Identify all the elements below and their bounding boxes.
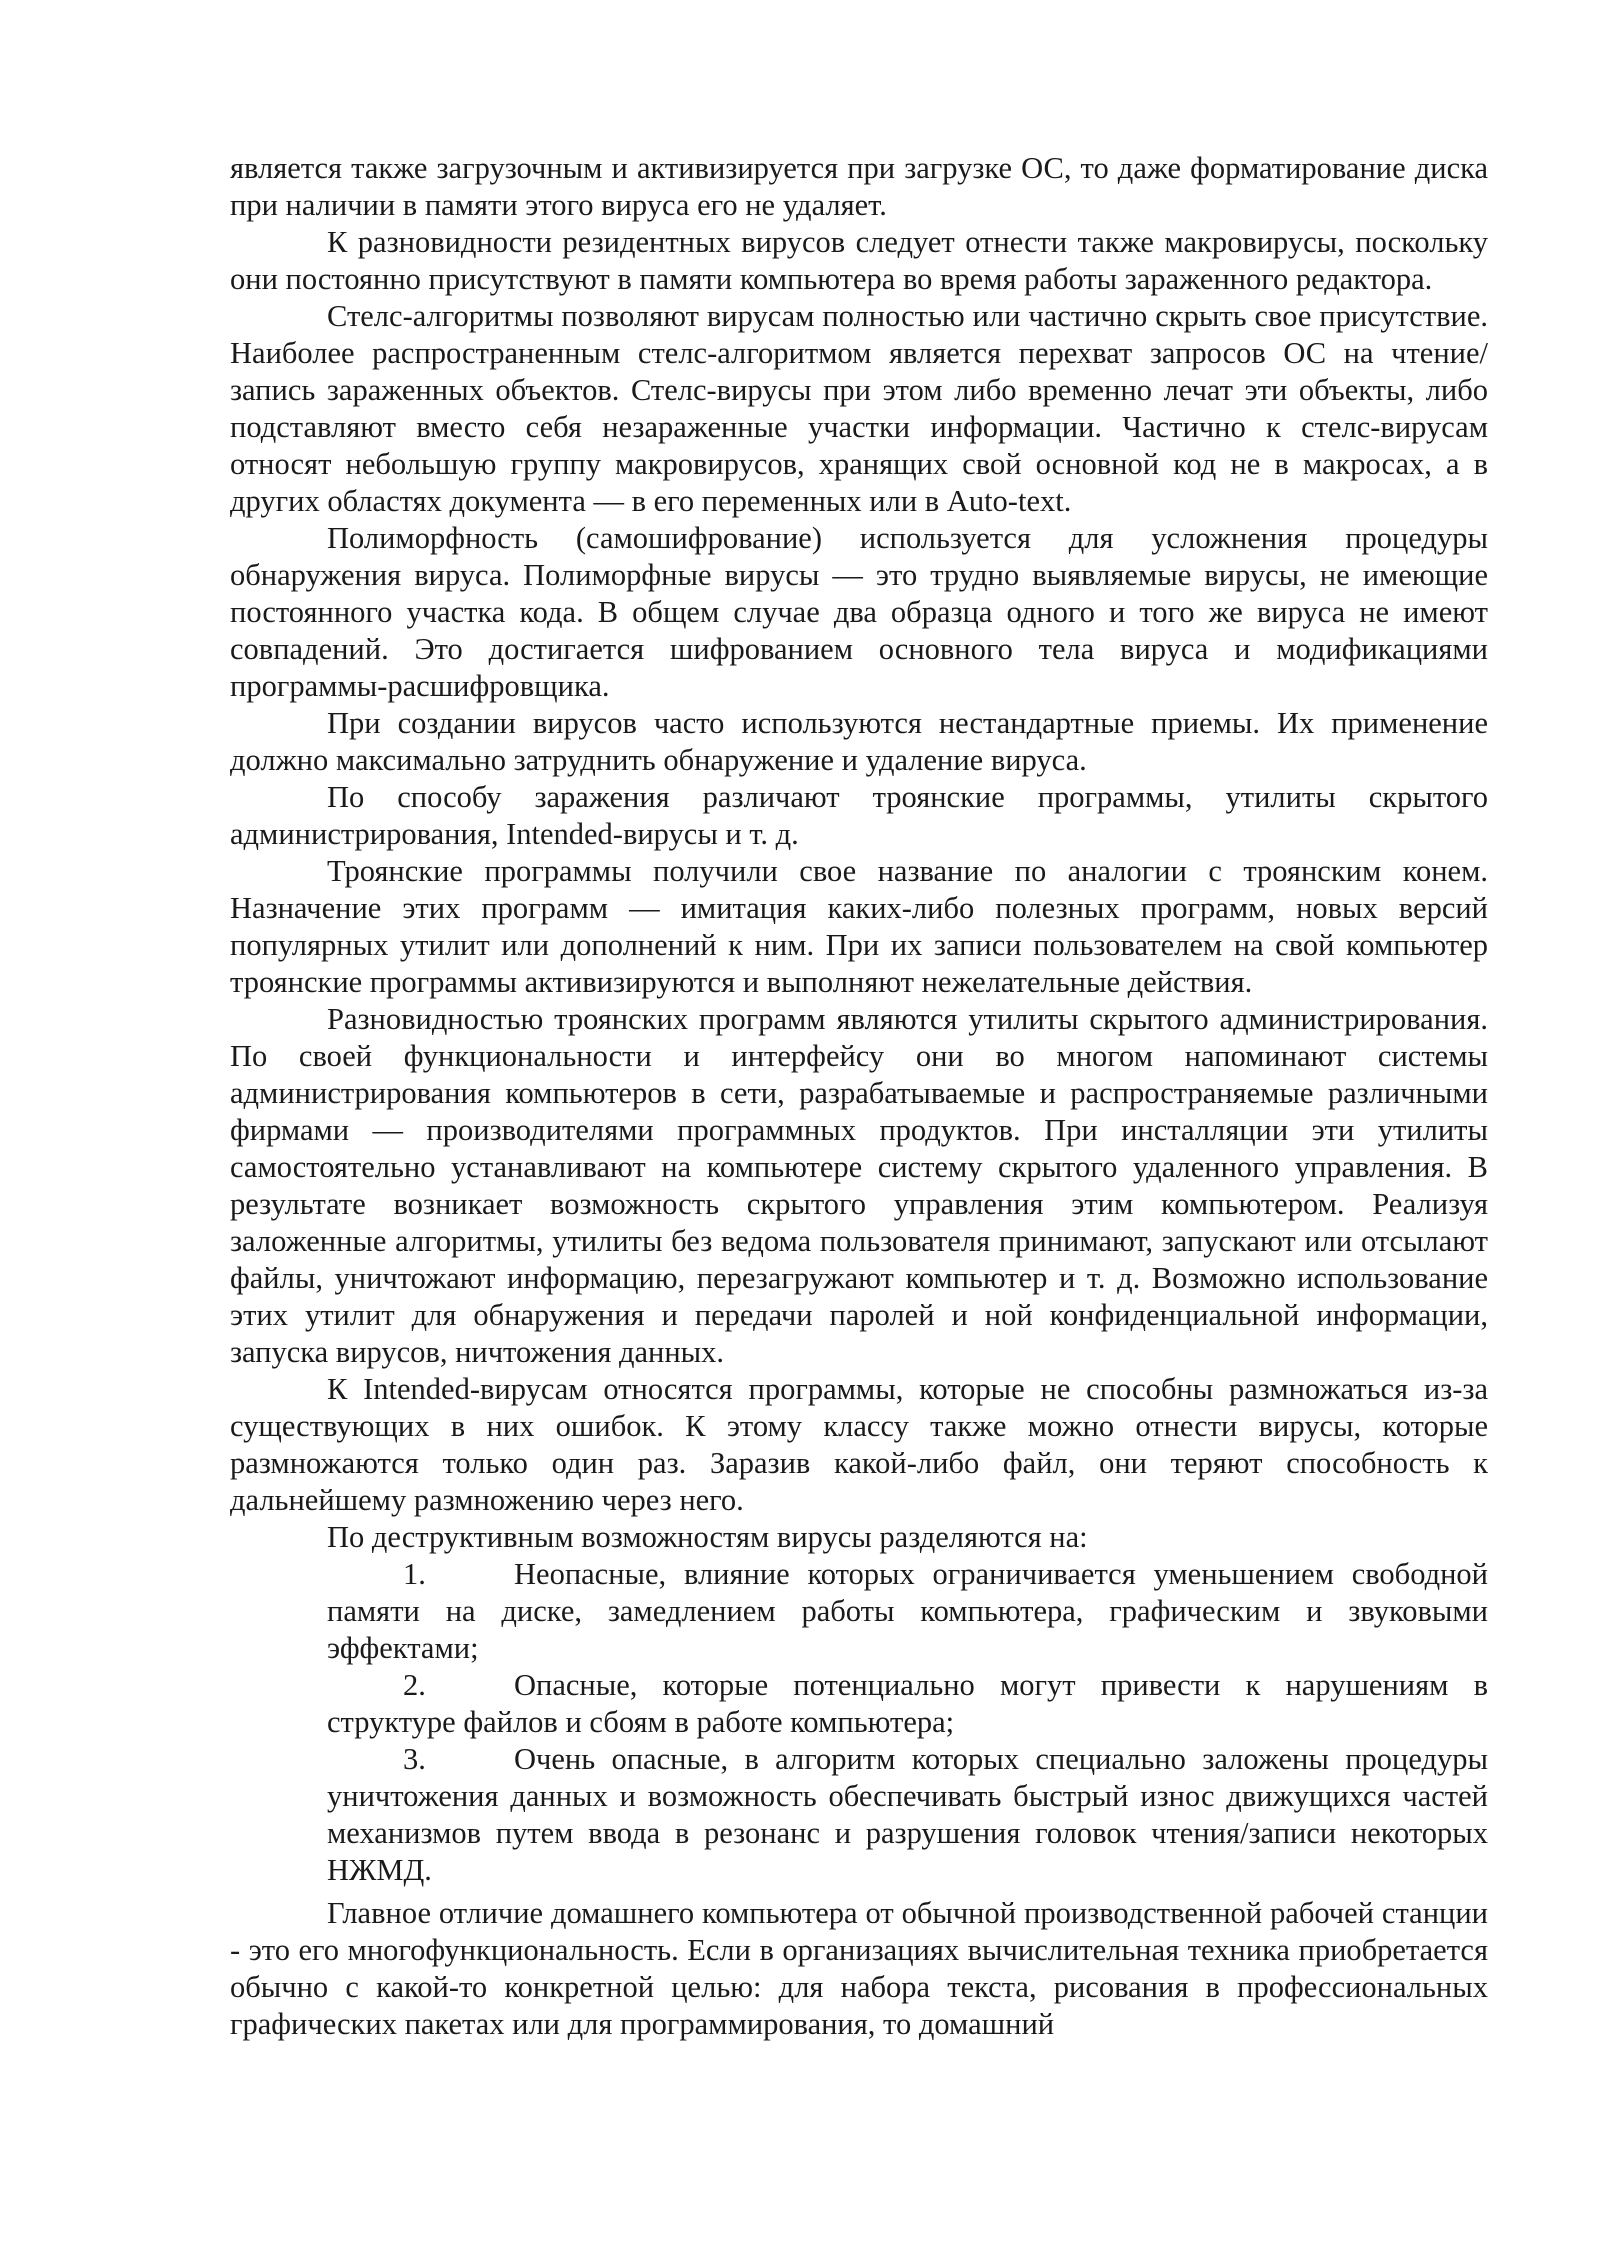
list-item-text: Опасные, которые потенциально могут привести к нарушениям в структуре файлов и сбоям в работе компьютера;: [327, 1668, 1488, 1739]
list-item: [230, 1667, 1488, 1741]
paragraph: К разновидности резидентных вирусов следует отнести также макровирусы, поскольку они постоянно присутствуют в памяти компьютера во время работы зараженного редактора.: [230, 225, 1488, 296]
list-number: 2.: [403, 1668, 426, 1702]
list-number: 1.: [403, 1557, 426, 1591]
list-item-text: Неопасные, влияние которых ограничивается уменьшением свободной памяти на диске, замедлением работы компьютера, графическим и звуковыми эффектами;: [327, 1557, 1488, 1665]
paragraph: Троянские программы получили свое название по аналогии с троянским конем. Назначение этих программ — имитация каких-либо полезных программ, новых версий популярных утилит или дополнений к ним. При их записи пользователем на свой компьютер троянские программы активизируются и выполняют нежелательные действия.: [230, 854, 1488, 999]
paragraph: По деструктивным возможностям вирусы разделяются на:: [327, 1520, 1088, 1554]
paragraph: Стелс-алгоритмы позволяют вирусам полностью или частично скрыть свое присутствие. Наиболее распространенным стелс-алгоритмом является перехват запросов ОС на чтение/запись зараженных объектов. Стелс-вирусы при этом либо временно лечат эти объекты, либо подставляют вместо себя незараженные участки информации. Частично к стелс-вирусам относят небольшую группу макровирусов, хранящих свой основной код не в макросах, а в других областях документа — в его переменных или в Auto-text.: [230, 299, 1488, 518]
paragraph: является также загрузочным и активизируется при загрузке ОС, то даже форматирование диска при наличии в памяти этого вируса его не удаляет.: [230, 151, 1488, 222]
list-item: [230, 1741, 1488, 1889]
paragraph: При создании вирусов часто используются нестандартные приемы. Их применение должно максимально затруднить обнаружение и удаление вируса.: [230, 706, 1488, 777]
paragraph: По способу заражения различают троянские программы, утилиты скрытого администрирования, Intended-вирусы и т. д.: [230, 780, 1488, 851]
paragraph: Разновидностью троянских программ являются утилиты скрытого администрирования. По своей функциональности и интерфейсу они во многом напоминают системы администрирования компьютеров в сети, разрабатываемые и распространяемые различными фирмами — производителями программных продуктов. При инсталляции эти утилиты самостоятельно устанавливают на компьютере систему скрытого удаленного управления. В результате возникает возможность скрытого управления этим компьютером. Реализуя заложенные алгоритмы, утилиты без ведома пользователя принимают, запускают или отсылают файлы, уничтожают информацию, перезагружают компьютер и т. д. Возможно использование этих утилит для обнаружения и передачи паролей и ной конфиденциальной информации, запуска вирусов, ничтожения данных.: [230, 1002, 1488, 1369]
paragraph: Полиморфность (самошифрование) используется для усложнения процедуры обнаружения вируса. Полиморфные вирусы — это трудно выявляемые вирусы, не имеющие постоянного участка кода. В общем случае два образца одного и того же вируса не имеют совпадений. Это достигается шифрованием основного тела вируса и модификациями программы-расшифровщика.: [230, 521, 1488, 703]
paragraph: К Intended-вирусам относятся программы, которые не способны размножаться из-за существующих в них ошибок. К этому классу также можно отнести вирусы, которые размножаются только один раз. Заразив какой-либо файл, они теряют способность к дальнейшему размножению через него.: [230, 1372, 1488, 1517]
document-page: [230, 150, 1488, 2043]
list-item: [230, 1556, 1488, 1667]
paragraph: Главное отличие домашнего компьютера от обычной производственной рабочей станции - это его многофункциональность. Если в организациях вычислительная техника приобретается обычно с какой-то конкретной целью: для набора текста, рисования в профессиональных графических пакетах или для программирования, то домашний: [230, 1896, 1488, 2041]
list-number: 3.: [403, 1742, 426, 1776]
list-item-text: Очень опасные, в алгоритм которых специально заложены процедуры уничтожения данных и возможность обеспечивать быстрый износ движущихся частей механизмов путем ввода в резонанс и разрушения головок чтения/записи некоторых НЖМД.: [327, 1742, 1488, 1887]
